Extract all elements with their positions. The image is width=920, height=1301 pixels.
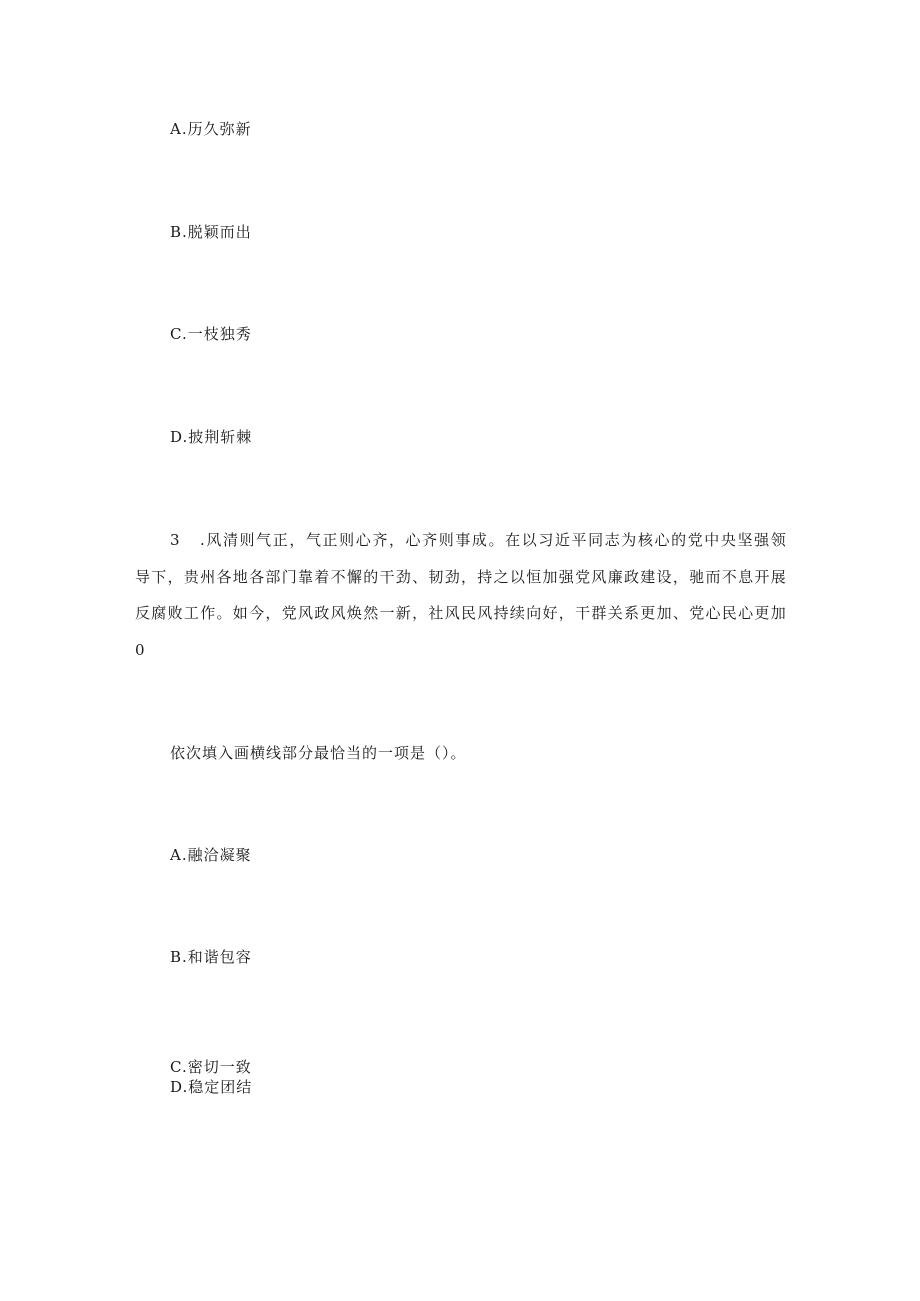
q2-option-a: A.历久弥新 [170, 120, 252, 138]
question-3-stem [135, 522, 787, 668]
question-3-instruction: 依次填入画横线部分最恰当的一项是（）。 [170, 744, 467, 762]
q3-option-d: D.稳定团结 [170, 1078, 253, 1096]
q2-option-c: C.一枝独秀 [170, 325, 252, 343]
q3-option-c: C.密切一致 [170, 1058, 252, 1076]
q2-option-b: B.脱颖而出 [170, 223, 252, 241]
question-3-number: 3 [170, 531, 181, 549]
q2-option-d: D.披荆斩棘 [170, 428, 253, 446]
q3-option-a: A.融洽凝聚 [170, 846, 252, 864]
question-3-text: .风清则气正，气正则心齐，心齐则事成。在以习近平同志为核心的党中央坚强领导下，贵州各地各部门靠着不懈的干劲、韧劲，持之以恒加强党风廉政建设，驰而不息开展反腐败工作。如今，党风政风焕然一新，社风民风持续向好，干群关系更加、党心民心更加0 [135, 531, 788, 659]
q3-option-b: B.和谐包容 [170, 948, 252, 966]
